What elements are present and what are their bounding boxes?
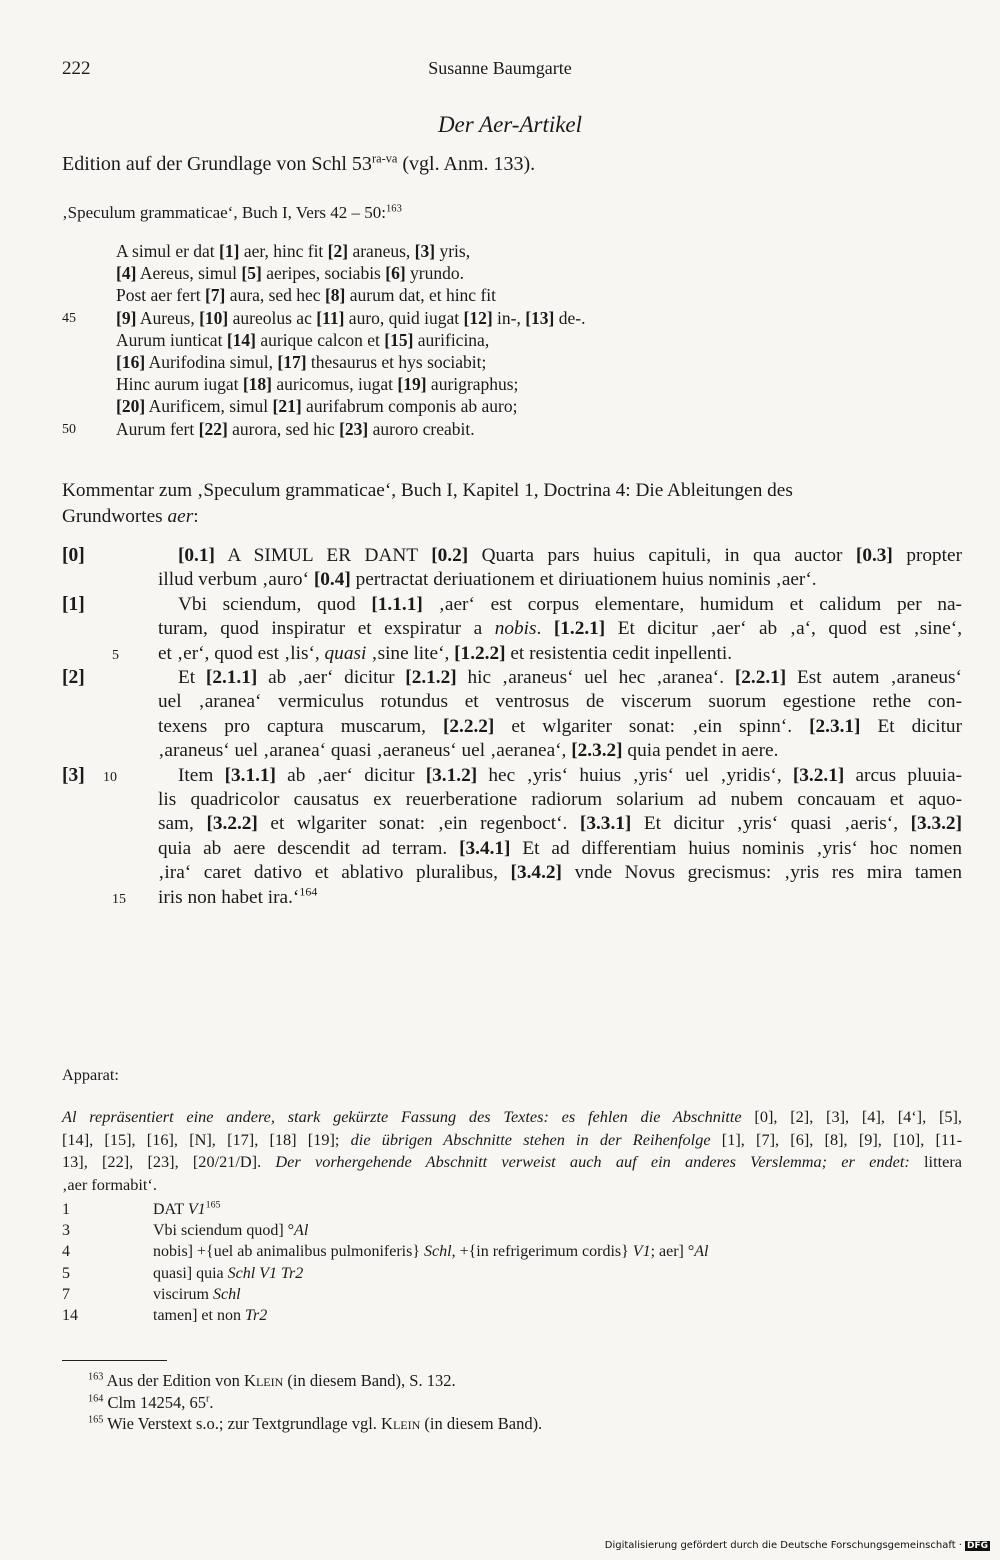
commentary-line: Item [3.1.1] ab ‚aer‘ dicitur [3.1.2] hec ‚yris‘ huius ‚yris‘ uel ‚yridis‘, [3.2.1] arcus pluuia-	[178, 764, 963, 786]
running-head: Susanne Baumgarte	[428, 58, 572, 78]
section-label: [2]	[62, 667, 85, 688]
commentary-intro-line2: Grundwortes aer:	[62, 506, 199, 527]
commentary-line-number: 10	[103, 769, 117, 785]
section-label: [0]	[62, 545, 85, 566]
commentary-line: uel ‚aranea‘ vermiculus rotundus et ventrosus de viscerum suorum egestione rethe con-	[158, 691, 962, 713]
commentary-line: illud verbum ‚auro‘ [0.4] pertractat deriuationem et diriuationem huius nominis ‚aer‘.	[158, 569, 817, 591]
verse-line: Post aer fert [7] aura, sed hec [8] aurum dat, et hinc fit	[116, 285, 497, 306]
apparatus-entry: viscirum Schl	[153, 1285, 241, 1303]
commentary-line: Vbi sciendum, quod [1.1.1] ‚aer‘ est corpus elementare, humidum et calidum per na-	[178, 593, 962, 615]
verse-line: [9] Aureus, [10] aureolus ac [11] auro, quid iugat [12] in-, [13] de-.	[116, 307, 586, 328]
commentary-line: ‚araneus‘ uel ‚aranea‘ quasi ‚aeraneus‘ uel ‚aeranea‘, [2.3.2] quia pendet in aere.	[158, 740, 779, 762]
commentary-line: iris non habet ira.‘$^{164}$	[158, 884, 318, 908]
apparatus-note-line: ‚aer formabit‘.	[62, 1174, 157, 1194]
commentary-line: ‚ira‘ caret dativo et ablativo pluralibus, [3.4.2] vnde Novus grecismus: ‚yris res mira tamen	[158, 862, 962, 884]
commentary-line: texens pro captura muscarum, [2.2.2] et wlgariter sonat: ‚ein spinn‘. [2.3.1] Et dicitur	[158, 715, 962, 737]
footnote-rule	[62, 1360, 167, 1361]
verse-line-number: 45	[62, 310, 76, 326]
verse-line: Aurum fert [22] aurora, sed hic [23] auroro creabit.	[116, 418, 475, 439]
apparatus-line-number: 7	[62, 1285, 70, 1303]
verse-line: A simul er dat [1] aer, hinc fit [2] araneus, [3] yris,	[116, 241, 471, 261]
apparatus-entry: tamen] et non Tr2	[153, 1307, 268, 1324]
apparatus-entry: nobis] +{uel ab animalibus pulmoniferis} Schl, +{in refrigerimum cordis} V1; aer] °Al	[153, 1243, 709, 1261]
commentary-intro: Kommentar zum ‚Speculum grammaticae‘, Buch I, Kapitel 1, Doctrina 4: Die Ableitungen des	[62, 480, 793, 501]
footnote: $^{163}$ Aus der Edition von Klein (in diesem Band), S. 132.	[88, 1371, 456, 1390]
commentary-line: lis quadricolor causatus ex reuerberatione radiorum solarium ad nubem concauam et aquo-	[158, 789, 962, 810]
apparatus-line-number: 3	[62, 1222, 70, 1240]
apparatus-line-number: 14	[62, 1307, 78, 1324]
apparatus-line-number: 5	[62, 1264, 70, 1282]
apparatus-entry: quasi] quia Schl V1 Tr2	[153, 1264, 304, 1282]
verse-line: Aurum iunticat [14] aurique calcon et [15] aurificina,	[116, 329, 490, 350]
verse-line: [16] Aurifodina simul, [17] thesaurus et hys sociabit;	[116, 352, 487, 372]
apparatus-heading: Apparat:	[62, 1065, 119, 1084]
commentary-line: sam, [3.2.2] et wlgariter sonat: ‚ein regenboct‘. [3.3.1] Et dicitur ‚yris‘ quasi ‚aeris‘, [3.3.2]	[158, 813, 962, 835]
commentary-line: Et [2.1.1] ab ‚aer‘ dicitur [2.1.2] hic ‚araneus‘ uel hec ‚aranea‘. [2.2.1] Est autem ‚araneus‘	[178, 667, 962, 688]
verse-line: [4] Aereus, simul [5] aeripes, sociabis [6] yrundo.	[116, 263, 464, 284]
page-number: 222	[62, 58, 91, 79]
apparatus-note-line: [14], [15], [16], [N], [17], [18] [19]; die übrigen Abschnitte stehen in der Reihenfolge [1], [7], [6], [8], [9], [10], [11-	[62, 1129, 962, 1149]
apparatus-entry: Vbi sciendum quod] °Al	[153, 1222, 309, 1240]
commentary-line: [0.1] A SIMUL ER DANT [0.2] Quarta pars huius capituli, in qua auctor [0.3] propter	[178, 545, 963, 566]
apparatus-note-line: 13], [22], [23], [20/21/D]. Der vorhergehende Abschnitt verweist auch auf ein anderes Verslemma; er endet: littera	[62, 1152, 962, 1171]
article-heading: Der Aer-Artikel	[437, 112, 583, 137]
commentary-line: quia ab aere descendit ad terram. [3.4.1] Et ad differentiam huius nominis ‚yris‘ hoc nomen	[158, 837, 962, 859]
commentary-line: turam, quod inspiratur et exspiratur a nobis. [1.2.1] Et dicitur ‚aer‘ ab ‚a‘, quod est ‚sine‘,	[158, 618, 963, 640]
edition-line: Edition auf der Grundlage von Schl $53^{ra-va}$ (vgl. Anm. 133).	[62, 151, 536, 175]
verse-line: Hinc aurum iugat [18] auricomus, iugat [19] aurigraphus;	[116, 374, 519, 395]
apparatus-entry: DAT $V1^{165}$	[153, 1199, 221, 1218]
commentary-line-number: 5	[112, 647, 119, 663]
footnote: $^{165}$ Wie Verstext s.o.; zur Textgrundlage vgl. Klein (in diesem Band).	[88, 1414, 543, 1433]
section-label: [1]	[62, 593, 85, 615]
dfg-credit: Digitalisierung gefördert durch die Deutsche Forschungsgemeinschaft · DFG	[604, 1540, 988, 1551]
footnote: $^{164}$ Clm 14254, 65$^r$.	[88, 1392, 214, 1412]
verse-line-number: 50	[62, 421, 76, 437]
apparatus-line-number: 4	[62, 1243, 70, 1261]
commentary-line-number: 15	[112, 891, 126, 907]
dfg-logo-icon: DFG	[966, 1541, 988, 1551]
apparatus-line-number: 1	[62, 1201, 70, 1218]
source-line: ‚Speculum grammaticae‘, Buch I, Vers 42 – 50:$^{163}$	[62, 203, 402, 222]
apparatus-note-line: Al repräsentiert eine andere, stark gekürzte Fassung des Textes: es fehlen die Abschnitte [0], [2], [3], [4], [4‘], [5],	[62, 1107, 962, 1126]
verse-line: [20] Aurificem, simul [21] aurifabrum componis ab auro;	[116, 396, 518, 417]
section-label: [3]	[62, 764, 85, 786]
commentary-line: et ‚er‘, quod est ‚lis‘, quasi ‚sine lite‘, [1.2.2] et resistentia cedit inpellenti.	[158, 642, 733, 664]
